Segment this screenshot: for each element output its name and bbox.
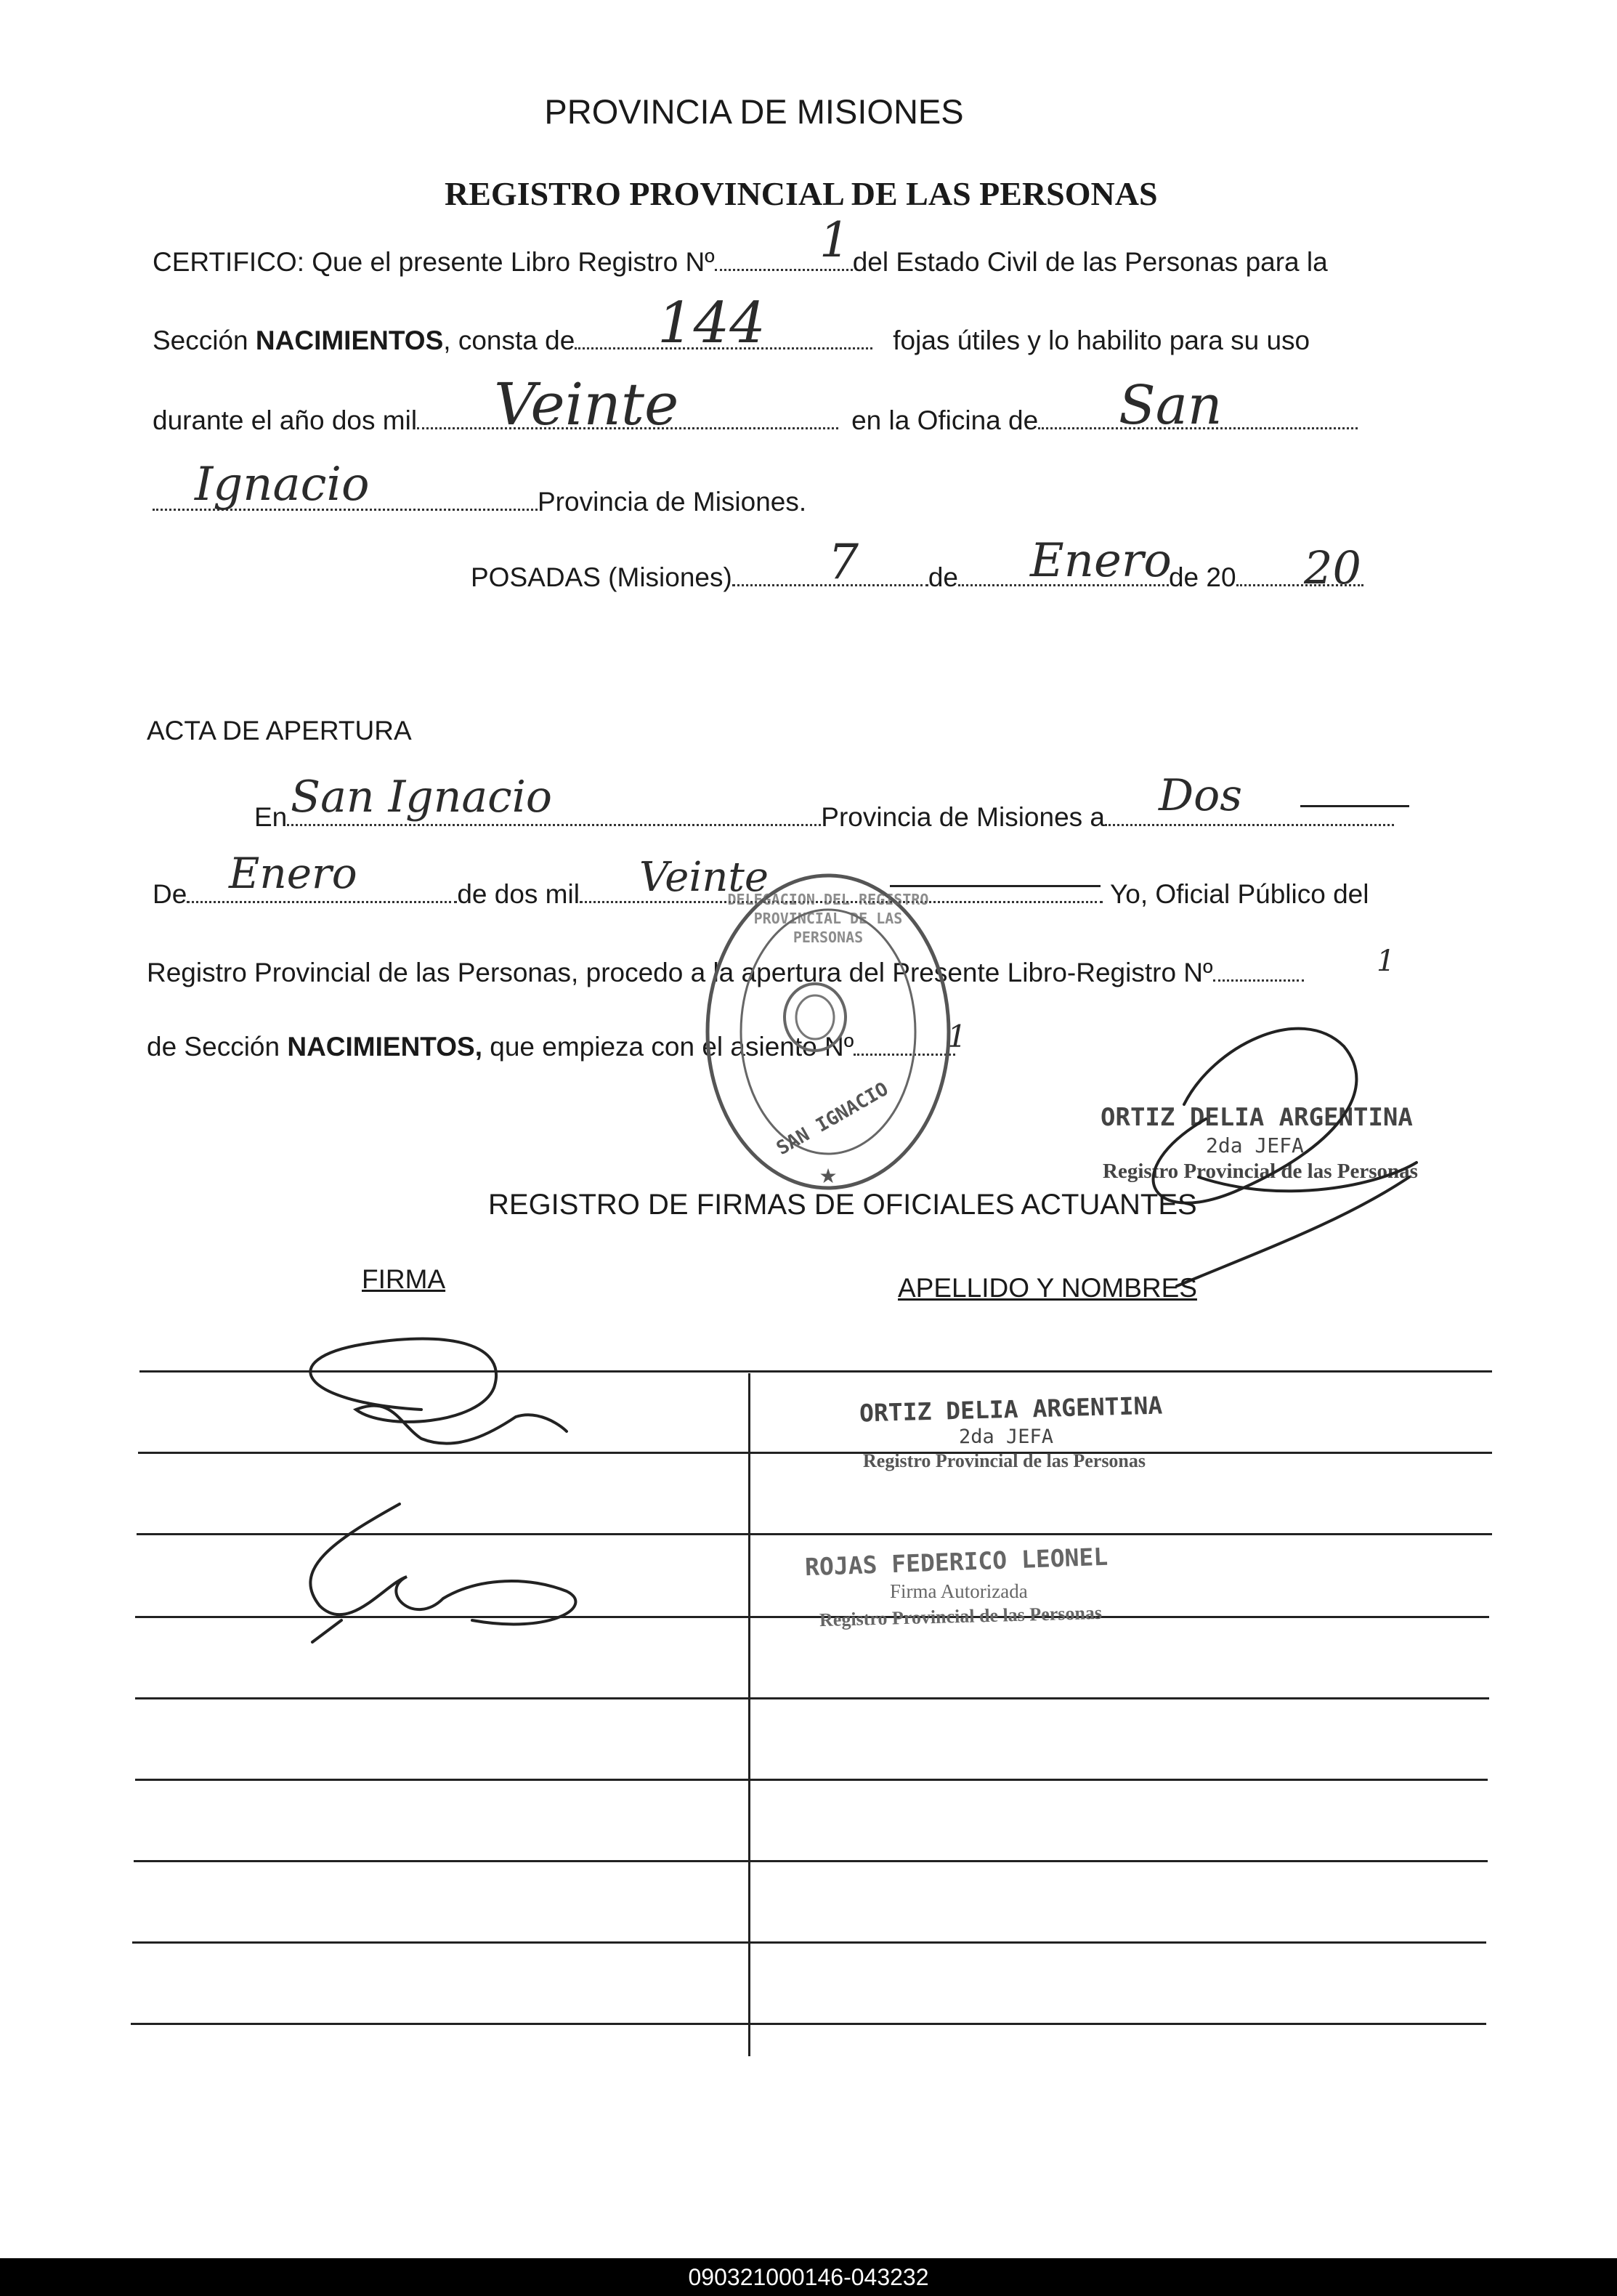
acta-entry-hw: 1 — [947, 1019, 967, 1054]
acta-year-hw: Veinte — [639, 854, 769, 901]
table-rule — [134, 1860, 1488, 1862]
cert-line-1 — [153, 247, 1328, 278]
acta-day-dash — [1300, 805, 1409, 807]
row2-stamp-role: Firma Autorizada — [890, 1580, 1028, 1602]
cert-date-line — [471, 562, 1363, 593]
acta-l1-prefix: En — [254, 802, 288, 832]
date-year-prefix: de 20 — [1168, 562, 1236, 592]
cert-book-number-hw: 1 — [819, 212, 850, 268]
acta-place-hw: San Ignacio — [291, 772, 553, 822]
acta-section-bold: NACIMIENTOS, — [287, 1032, 482, 1062]
date-de: de — [928, 562, 958, 592]
row1-signature — [276, 1315, 581, 1468]
acta-l4-prefix: de Sección — [147, 1032, 288, 1062]
date-year-hw: 20 — [1304, 541, 1361, 594]
col-header-names: APELLIDO Y NOMBRES — [898, 1273, 1197, 1303]
date-prefix: POSADAS (Misiones) — [471, 562, 732, 592]
row2-stamp-name: ROJAS FEDERICO LEONEL — [804, 1542, 1109, 1582]
stamp-main-role: 2da JEFA — [1206, 1133, 1304, 1157]
table-rule — [132, 1941, 1486, 1944]
date-day-hw: 7 — [828, 534, 859, 590]
table-rule — [135, 1779, 1488, 1781]
table-rule — [131, 2023, 1486, 2025]
row1-stamp-name: ORTIZ DELIA ARGENTINA — [859, 1391, 1163, 1428]
acta-l4-mid: que empieza con el asiento Nº — [482, 1032, 854, 1062]
acta-book-hw: 1 — [1377, 945, 1395, 978]
cert-office-hw: San — [1119, 374, 1223, 437]
acta-l2-mid: de dos mil — [457, 879, 580, 909]
cert-book-number: del Estado Civil de las Personas para la — [852, 247, 1328, 277]
acta-l3-text: Registro Provincial de las Personas, procedo a la apertura del Presente Libro-Registro Nº — [147, 958, 1213, 987]
seal-city: SAN IGNACIO — [773, 1078, 893, 1160]
document-code: 090321000146-043232 — [688, 2264, 929, 2290]
footer-bar — [0, 2258, 1617, 2296]
cert-line-3-prefix: durante el año dos mil — [153, 405, 418, 435]
main-signature — [1104, 1003, 1438, 1308]
cert-office-2-hw: Ignacio — [195, 458, 370, 512]
acta-l1-mid: Provincia de Misiones a — [821, 802, 1106, 832]
stamp-main-name: ORTIZ DELIA ARGENTINA — [1101, 1103, 1413, 1132]
table-rule — [135, 1697, 1489, 1699]
cert-year-hw: Veinte — [494, 371, 679, 438]
row2-signature — [291, 1482, 603, 1649]
table-divider — [748, 1373, 750, 2056]
date-month-hw: Enero — [1030, 534, 1172, 588]
province-title: PROVINCIA DE MISIONES — [544, 92, 964, 131]
acta-month-hw: Enero — [229, 849, 357, 898]
signatures-title: REGISTRO DE FIRMAS DE OFICIALES ACTUANTES — [488, 1189, 1197, 1221]
cert-folios-hw: 144 — [657, 291, 766, 356]
row2-stamp-office: Registro Provincial de las Personas — [819, 1601, 1103, 1631]
cert-line-2-suffix: fojas útiles y lo habilito para su uso — [893, 326, 1310, 355]
section-nacimientos: NACIMIENTOS — [255, 326, 444, 355]
acta-l2-prefix: De — [153, 879, 187, 909]
seal-ring-text: DELEGACION DEL REGISTRO PROVINCIAL DE LAS PERSONAS — [727, 891, 929, 946]
acta-title: ACTA DE APERTURA — [147, 716, 412, 745]
cert-line-3-mid: en la Oficina de — [851, 405, 1039, 435]
stamp-main-office: Registro Provincial de las Personas — [1103, 1160, 1418, 1183]
cert-line-1-prefix: CERTIFICO: Que el presente Libro Registro Nº — [153, 247, 715, 277]
row1-stamp-role: 2da JEFA — [959, 1426, 1054, 1448]
cert-line-2-mid: , consta de — [443, 326, 575, 355]
acta-l2-suffix: Yo, Oficial Público del — [1109, 879, 1369, 909]
row1-stamp-office: Registro Provincial de las Personas — [863, 1450, 1146, 1471]
registry-title: REGISTRO PROVINCIAL DE LAS PERSONAS — [445, 175, 1158, 212]
cert-line-2-prefix: Sección — [153, 326, 256, 355]
cert-line-4-suffix: Provincia de Misiones. — [538, 487, 807, 517]
acta-day-hw: Dos — [1159, 770, 1243, 821]
col-header-signature: FIRMA — [362, 1264, 446, 1294]
svg-text:★: ★ — [819, 1165, 838, 1187]
